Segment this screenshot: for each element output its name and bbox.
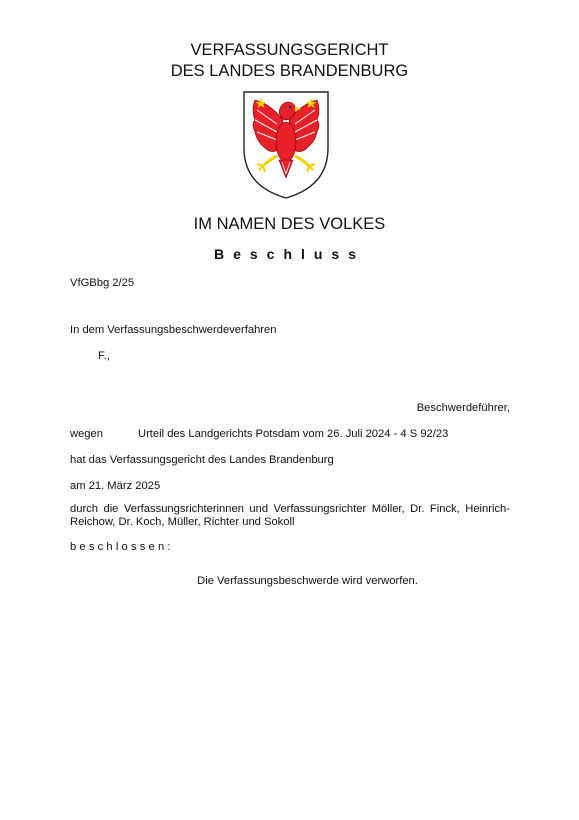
court-statement: hat das Verfassungsgericht des Landes Brandenburg [70, 454, 334, 466]
in-the-name-heading: IM NAMEN DES VOLKES [193, 215, 386, 233]
proceeding-line: In dem Verfassungsbeschwerdeverfahren [70, 324, 277, 336]
subject-label: wegen [70, 428, 103, 440]
decision-type-heading: Beschluss [213, 246, 366, 262]
party-name: F., [98, 350, 110, 362]
case-number: VfGBbg 2/25 [70, 277, 135, 289]
judges-paragraph: durch die Verfassungsrichterinnen und Verfassungsrichter Möller, Dr. Finck, Heinrich-Reichow, Dr. Koch, Müller, Richter und Sokoll [70, 503, 510, 528]
subject-text: Urteil des Landgerichts Potsdam vom 26. Juli 2024 - 4 S 92/23 [138, 428, 449, 440]
party-role: Beschwerdeführer, [416, 402, 510, 414]
resolved-label: beschlossen: [70, 541, 174, 553]
court-name-line-2: DES LANDES BRANDENBURG [170, 62, 409, 80]
decision-date: am 21. März 2025 [70, 480, 161, 492]
brandenburg-eagle-icon [241, 90, 331, 200]
court-name-line-1: VERFASSUNGSGERICHT [190, 41, 389, 59]
ruling-text: Die Verfassungsbeschwerde wird verworfen. [197, 575, 418, 587]
